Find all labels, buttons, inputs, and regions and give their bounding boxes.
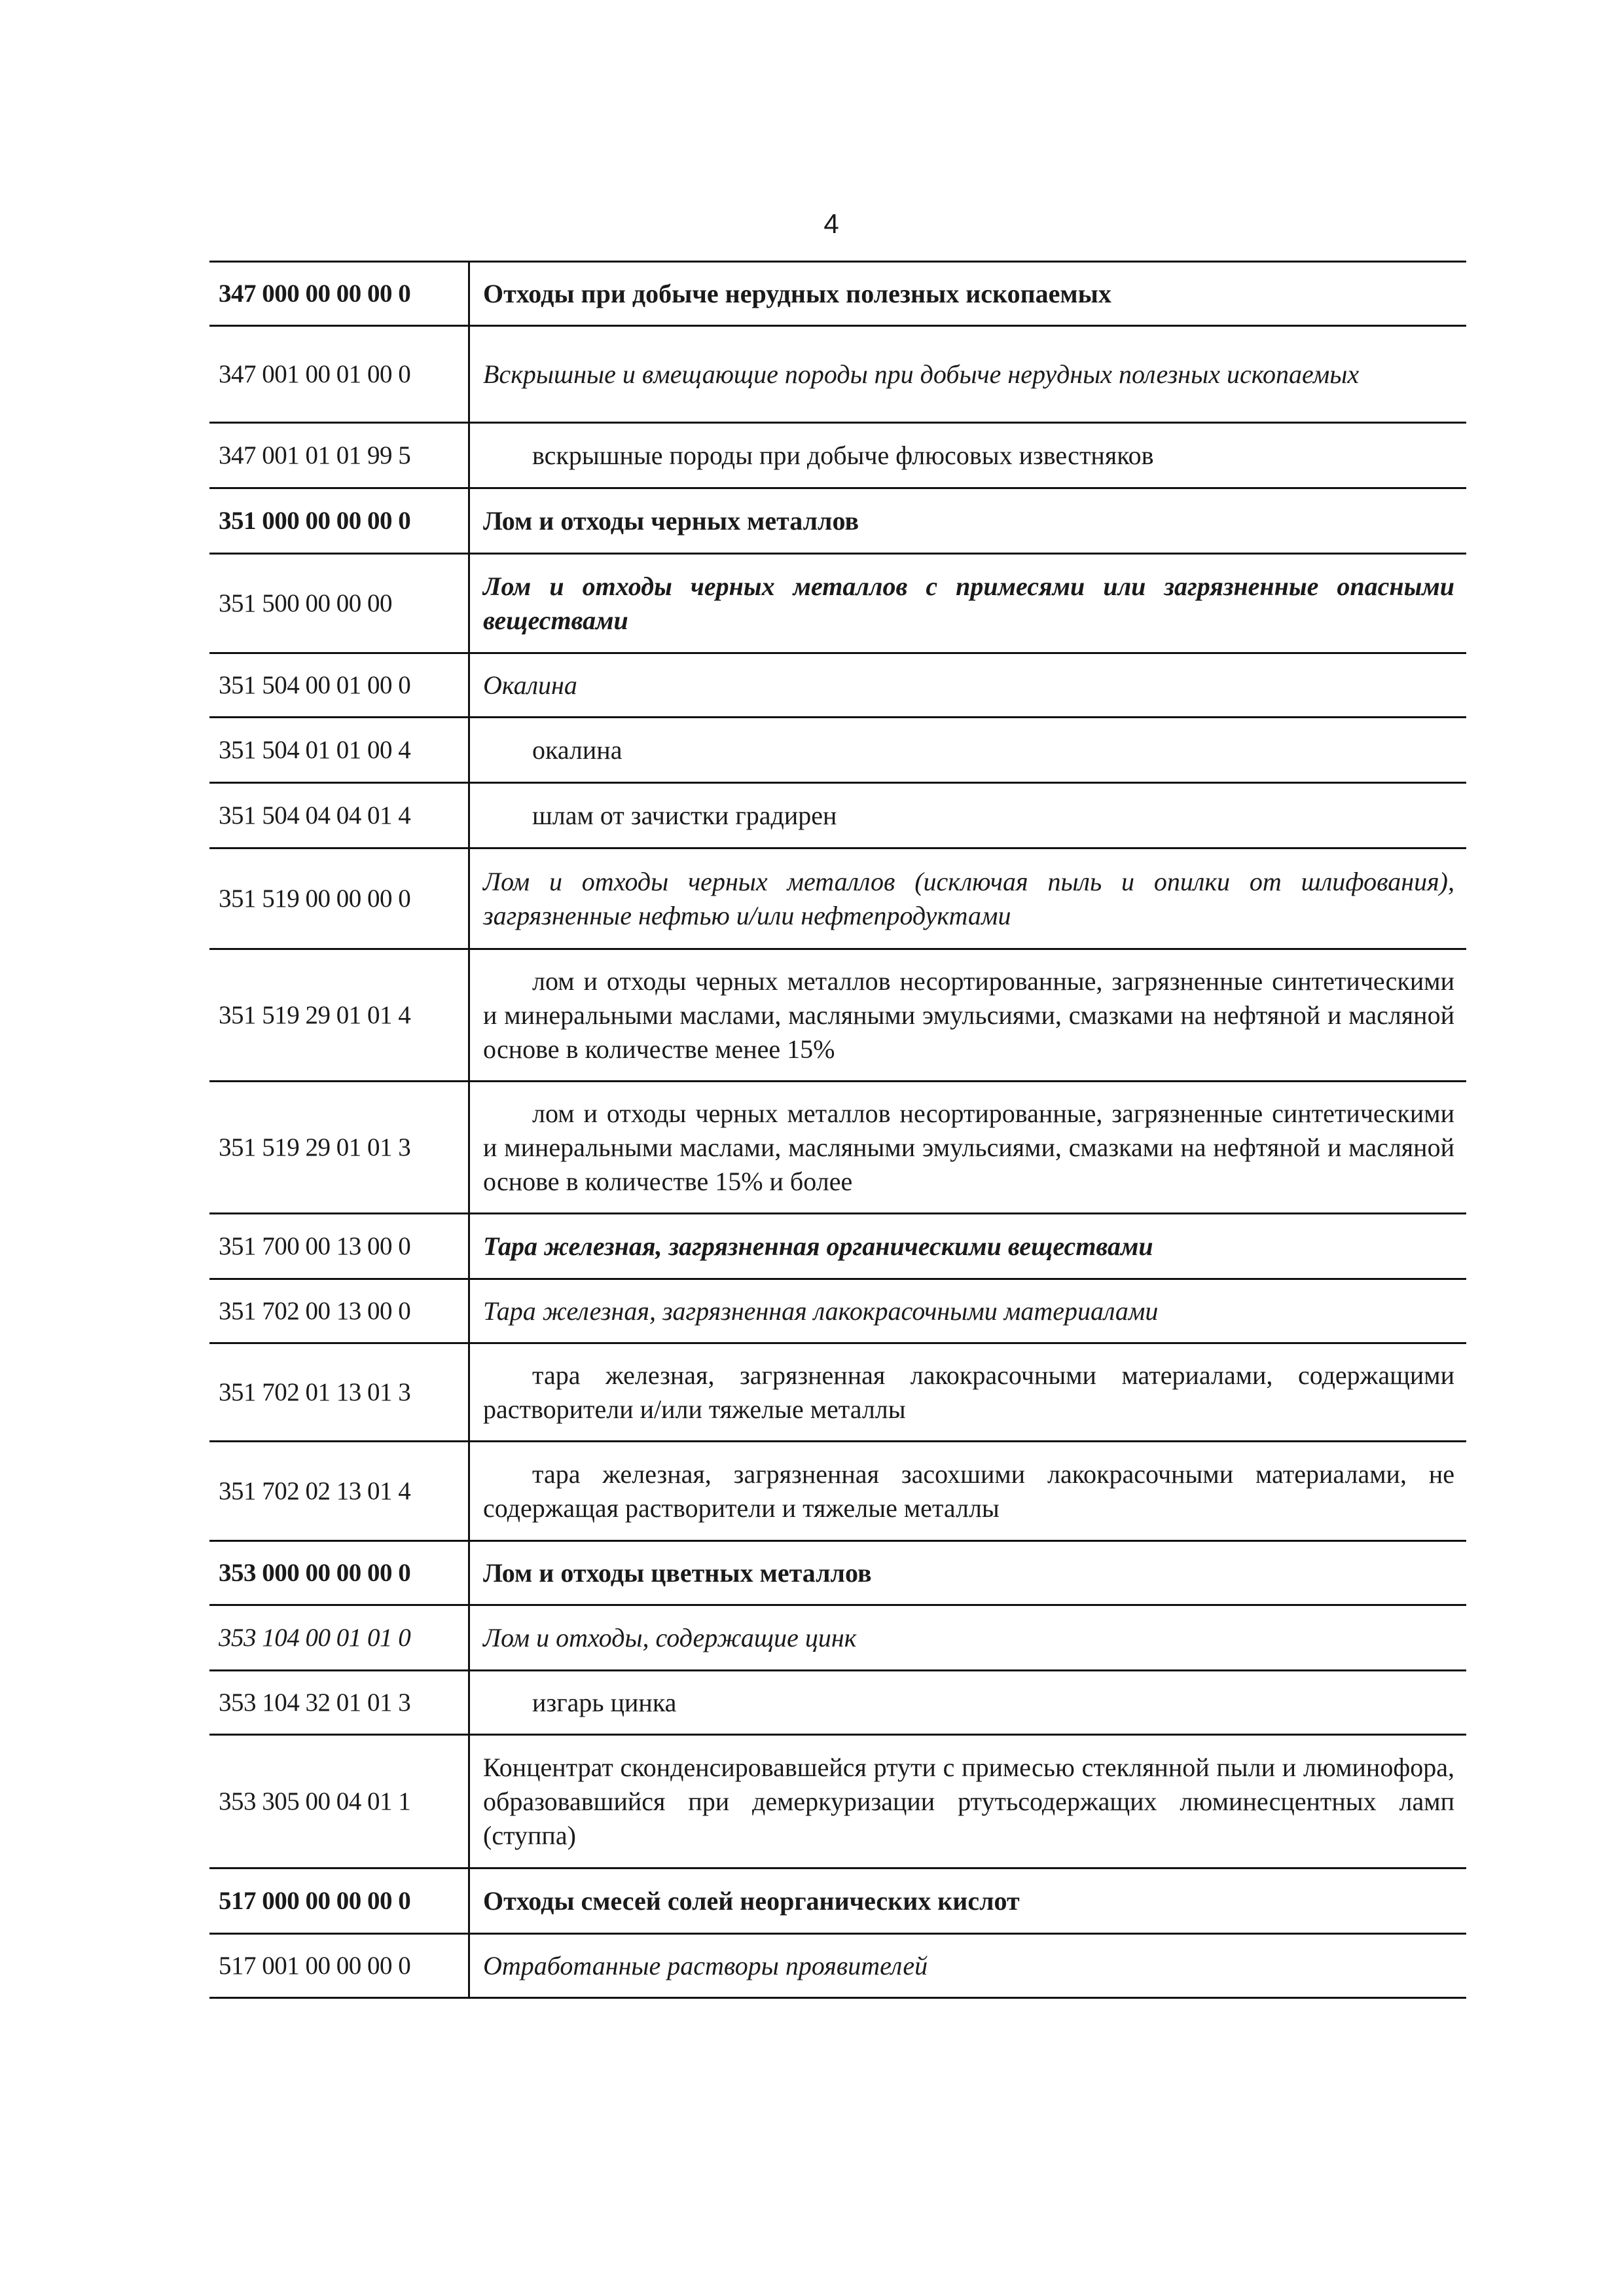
table-row <box>209 1214 1466 1280</box>
waste-description-cell <box>470 950 1466 1080</box>
waste-description-cell <box>470 1935 1466 1997</box>
waste-code-cell: 517 001 00 00 00 0 <box>209 1935 470 1997</box>
table-row <box>209 1542 1466 1606</box>
waste-code-cell: 351 519 29 01 01 4 <box>209 950 470 1080</box>
table-row <box>209 263 1466 327</box>
waste-description-text: изгарь цинка <box>532 1687 677 1717</box>
table-row <box>209 1935 1466 1999</box>
waste-code-cell: 347 001 01 01 99 5 <box>209 424 470 487</box>
table-row <box>209 718 1466 784</box>
waste-code-cell: 351 702 00 13 00 0 <box>209 1280 470 1342</box>
waste-description-cell <box>470 1542 1466 1604</box>
waste-code-cell: 351 504 00 01 00 0 <box>209 654 470 716</box>
waste-code-cell: 517 000 00 00 00 0 <box>209 1869 470 1933</box>
waste-description-cell <box>470 263 1466 325</box>
table-row <box>209 1671 1466 1736</box>
table-row <box>209 654 1466 718</box>
waste-description-cell <box>470 1869 1466 1933</box>
waste-description-text: тара железная, загрязненная лакокрасочными материалами, содержащими растворители и/или тяжелые металлы <box>483 1360 1454 1424</box>
waste-description-text: Вскрышные и вмещающие породы при добыче нерудных полезных ископаемых <box>483 359 1360 389</box>
waste-description-cell <box>470 555 1466 652</box>
waste-description-cell <box>470 1671 1466 1734</box>
waste-code-cell: 353 000 00 00 00 0 <box>209 1542 470 1604</box>
waste-code-cell: 351 500 00 00 00 <box>209 555 470 652</box>
waste-description-cell <box>470 327 1466 422</box>
waste-description-text: Отходы смесей солей неорганических кислот <box>483 1886 1020 1916</box>
waste-description-text: вскрышные породы при добыче флюсовых известняков <box>532 440 1154 470</box>
waste-code-cell: 351 702 02 13 01 4 <box>209 1442 470 1540</box>
waste-code-cell: 351 504 04 04 01 4 <box>209 784 470 847</box>
table-row <box>209 1344 1466 1442</box>
waste-description-text: Отходы при добыче нерудных полезных ископаемых <box>483 278 1111 308</box>
waste-description-text: лом и отходы черных металлов несортированные, загрязненные синтетическими и минеральными маслами, масляными эмульсиями, смазками на нефтяной и масляной основе в количестве менее 15% <box>483 966 1454 1064</box>
waste-description-cell <box>470 1606 1466 1669</box>
table-row <box>209 1869 1466 1935</box>
waste-code-cell: 351 519 00 00 00 0 <box>209 849 470 948</box>
waste-code-cell: 351 700 00 13 00 0 <box>209 1214 470 1278</box>
waste-description-text: Лом и отходы черных металлов (исключая пыль и опилки от шлифования), загрязненные нефтью и/или нефтепродуктами <box>483 866 1454 930</box>
waste-code-cell: 347 000 00 00 00 0 <box>209 263 470 325</box>
table-row <box>209 555 1466 654</box>
waste-description-cell <box>470 424 1466 487</box>
waste-code-cell: 347 001 00 01 00 0 <box>209 327 470 422</box>
table-row <box>209 327 1466 424</box>
waste-description-text: Лом и отходы цветных металлов <box>483 1558 872 1588</box>
table-row <box>209 849 1466 950</box>
waste-description-cell <box>470 1736 1466 1867</box>
table-row <box>209 424 1466 489</box>
waste-description-cell <box>470 1442 1466 1540</box>
waste-description-cell <box>470 718 1466 782</box>
waste-description-text: Лом и отходы черных металлов с примесями или загрязненные опасными веществами <box>483 571 1454 635</box>
waste-description-cell <box>470 784 1466 847</box>
waste-description-text: шлам от зачистки градирен <box>532 800 837 830</box>
waste-description-cell <box>470 654 1466 716</box>
waste-description-text: Лом и отходы, содержащие цинк <box>483 1622 857 1652</box>
waste-description-text: окалина <box>532 735 623 765</box>
waste-code-cell: 351 000 00 00 00 0 <box>209 489 470 553</box>
table-row <box>209 1736 1466 1869</box>
table-row <box>209 489 1466 555</box>
table-row <box>209 784 1466 849</box>
waste-code-cell: 353 305 00 04 01 1 <box>209 1736 470 1867</box>
page-number: 4 <box>823 208 839 239</box>
waste-description-cell <box>470 1280 1466 1342</box>
waste-description-text: Тара железная, загрязненная органическими веществами <box>483 1231 1153 1261</box>
waste-description-text: Концентрат сконденсировавшейся ртути с примесью стеклянной пыли и люминофора, образовавшийся при демеркуризации ртутьсодержащих люминесцентных ламп (ступпа) <box>483 1752 1454 1850</box>
table-row <box>209 1082 1466 1214</box>
waste-description-cell <box>470 1082 1466 1212</box>
waste-description-text: Отработанные растворы проявителей <box>483 1950 928 1980</box>
table-row <box>209 1442 1466 1542</box>
table-row <box>209 950 1466 1082</box>
table-row <box>209 1606 1466 1671</box>
waste-description-cell <box>470 1214 1466 1278</box>
waste-code-cell: 353 104 00 01 01 0 <box>209 1606 470 1669</box>
table-row <box>209 1280 1466 1344</box>
waste-code-cell: 351 702 01 13 01 3 <box>209 1344 470 1440</box>
waste-description-text: Лом и отходы черных металлов <box>483 505 859 536</box>
waste-code-cell: 351 519 29 01 01 3 <box>209 1082 470 1212</box>
waste-description-cell <box>470 1344 1466 1440</box>
waste-description-text: Тара железная, загрязненная лакокрасочными материалами <box>483 1296 1159 1326</box>
waste-description-text: лом и отходы черных металлов несортированные, загрязненные синтетическими и минеральными маслами, масляными эмульсиями, смазками на нефтяной и масляной основе в количестве 15% и более <box>483 1098 1454 1196</box>
waste-description-cell <box>470 849 1466 948</box>
waste-code-cell: 353 104 32 01 01 3 <box>209 1671 470 1734</box>
waste-description-text: тара железная, загрязненная засохшими лакокрасочными материалами, не содержащая растворители и тяжелые металлы <box>483 1459 1454 1523</box>
waste-classification-table <box>209 261 1466 1999</box>
waste-code-cell: 351 504 01 01 00 4 <box>209 718 470 782</box>
waste-description-cell <box>470 489 1466 553</box>
waste-description-text: Окалина <box>483 670 577 700</box>
